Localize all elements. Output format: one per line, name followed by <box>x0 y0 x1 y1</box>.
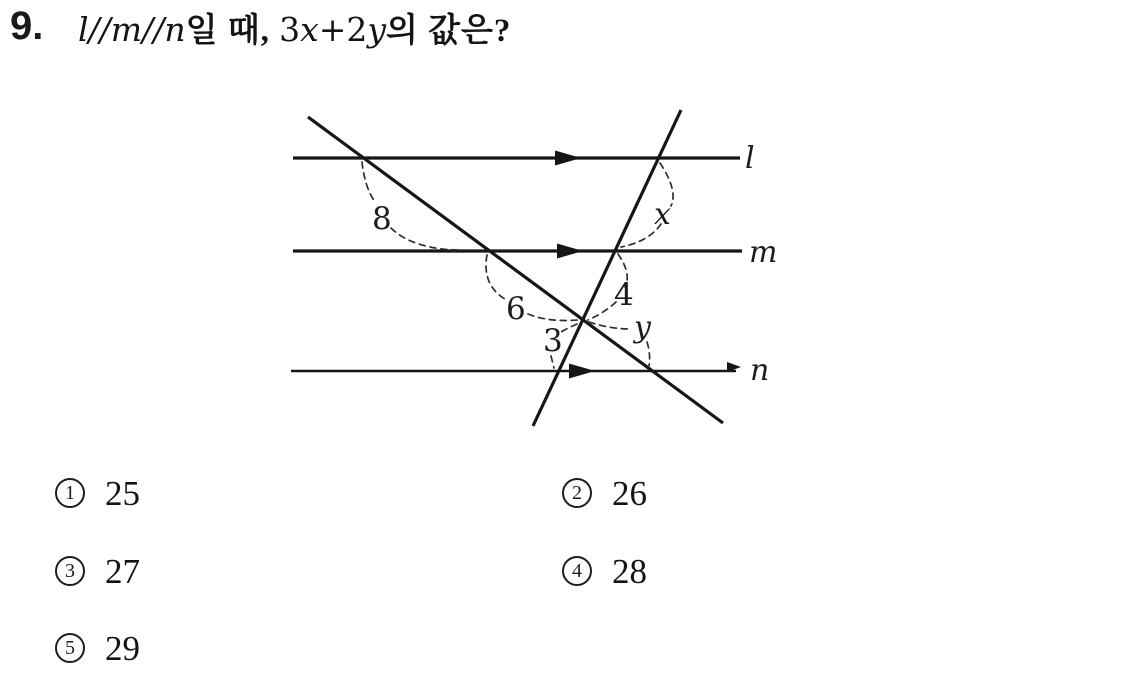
label-line-m: m <box>749 235 778 270</box>
option-4-marker: 4 <box>562 556 592 586</box>
question-plus-sign: + <box>318 10 347 49</box>
label-segment-y: y <box>634 310 651 345</box>
question-math-lmn: l//m//n <box>78 10 186 49</box>
option-5 <box>55 630 140 666</box>
option-2-marker: 2 <box>562 478 592 508</box>
question-var-y: y <box>367 10 387 49</box>
option-3 <box>55 553 140 589</box>
label-segment-8: 8 <box>372 201 392 237</box>
option-3-value: 27 <box>105 551 140 591</box>
label-segment-6: 6 <box>506 291 526 327</box>
option-3-marker: 3 <box>55 556 85 586</box>
option-1-value: 25 <box>105 473 140 513</box>
option-1-marker: 1 <box>55 478 85 508</box>
question-coeff-2: 2 <box>346 10 368 49</box>
question-korean-1: 일 때, <box>185 13 280 49</box>
label-segment-x: x <box>654 197 671 232</box>
option-4-value: 28 <box>612 551 647 591</box>
arrow-right-icon <box>569 364 595 379</box>
question-korean-2: 의 값은? <box>386 13 512 49</box>
label-line-l: l <box>745 141 755 176</box>
arrow-right-icon <box>555 151 581 166</box>
label-line-n: n <box>750 353 770 388</box>
option-2 <box>562 475 647 511</box>
dashed-connector-4-bottom <box>588 302 616 320</box>
dashed-connector-6-right <box>528 314 578 320</box>
question-coeff-3: 3 <box>279 10 301 49</box>
option-1 <box>55 475 140 511</box>
dashed-connector-8-top <box>362 162 376 203</box>
label-segment-3: 3 <box>543 323 563 359</box>
label-segment-4: 4 <box>614 277 634 313</box>
arrow-right-icon <box>557 244 583 259</box>
dashed-connector-y-bottom <box>647 342 650 366</box>
option-4 <box>562 553 647 589</box>
option-5-marker: 5 <box>55 633 85 663</box>
option-5-value: 29 <box>105 628 140 668</box>
question-number: 9. <box>10 4 44 48</box>
option-2-value: 26 <box>612 473 647 513</box>
question-var-x: x <box>300 10 319 49</box>
dashed-connector-8-bottom <box>391 228 461 250</box>
